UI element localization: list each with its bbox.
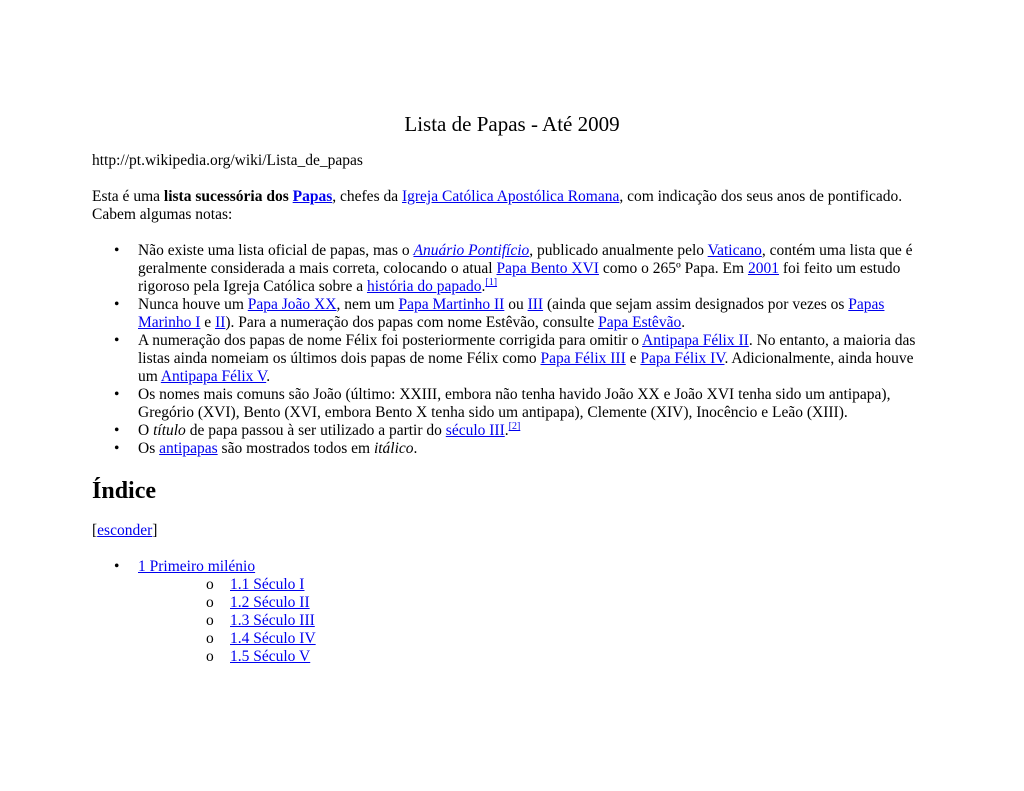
note-text: . [681,314,686,331]
bracket-close: ] [152,522,158,539]
toc-link-seculo-iii[interactable]: 1.3 Século III [230,612,315,629]
note-text: O [138,422,154,439]
toc-link-seculo-iv[interactable]: 1.4 Século IV [230,630,316,647]
bullet-icon: • [114,296,120,313]
note-text: . No entanto, a maioria das listas ainda nomeiam os últimos dois papas de nome Félix como [138,332,916,367]
toc-subitem [138,648,316,666]
link-vaticano[interactable]: Vaticano [707,242,762,259]
bullet-icon: • [114,332,120,349]
index-toggle [92,522,157,540]
link-papa-joao-xx[interactable]: Papa João XX [247,296,337,313]
toc-item [92,558,316,666]
toc-subitem [138,612,316,630]
link-papa-felix-iv[interactable]: Papa Félix IV [640,350,725,367]
link-papas-marinho-i[interactable]: Papas Marinho I [138,296,885,331]
note-text: . [266,368,271,385]
intro-text-2: , chefes da [332,188,402,205]
reference-1[interactable]: [1] [485,277,498,288]
circle-bullet-icon: o [206,630,214,647]
intro-text-1: Esta é uma [92,188,164,205]
note-item-2 [92,296,922,332]
circle-bullet-icon: o [206,648,214,665]
source-url: http://pt.wikipedia.org/wiki/Lista_de_papas [92,152,363,169]
toc-link-primeiro-milenio[interactable]: 1 Primeiro milénio [138,558,256,575]
circle-bullet-icon: o [206,612,214,629]
note-text: Os nomes mais comuns são João (último: XXIII, embora não tenha havido João XX e João XVI tenha sido um antipapa), Gregório (XVI), Bento (XVI, embora Bento X tenha sido um antipapa), Clemente (XIV), Inocêncio e Leão (XIII). [138,386,891,421]
toc-subitem [138,576,316,594]
note-text: , contém uma lista que é geralmente considerada a mais correta, colocando o atual [138,242,913,277]
note-text: , nem um [336,296,399,313]
intro-paragraph [92,188,922,224]
note-item-1 [92,242,922,296]
link-iii[interactable]: III [527,296,544,313]
link-papas[interactable]: Papas [292,188,333,205]
page-title: Lista de Papas - Até 2009 [404,112,620,136]
link-papa-bento-xvi[interactable]: Papa Bento XVI [496,260,599,277]
note-text: de papa passou à ser utilizado a partir do [185,422,446,439]
notes-list [92,242,922,458]
link-anuario-pontificio[interactable] [413,242,529,259]
note-text: ou [504,296,528,313]
toc-sublist [138,576,316,666]
bullet-icon: • [114,386,120,403]
toc-link-seculo-i[interactable]: 1.1 Século I [230,576,305,593]
note-text: Os [138,440,160,457]
italic-titulo: título [153,422,186,439]
note-text: ). Para a numeração dos papas com nome Estêvão, consulte [225,314,599,331]
bullet-icon: • [114,440,120,457]
link-anuario-label: Anuário Pontifício [413,242,530,259]
link-antipapa-felix-v[interactable]: Antipapa Félix V [160,368,267,385]
note-text: . [413,440,418,457]
note-item-5 [92,422,922,440]
table-of-contents [92,558,316,666]
toc-subitem [138,630,316,648]
note-text: Não existe uma lista oficial de papas, mas o [138,242,414,259]
bullet-icon: • [114,558,120,575]
note-text: e [200,314,216,331]
note-item-6 [92,440,922,458]
link-papa-felix-iii[interactable]: Papa Félix III [540,350,626,367]
bracket-open: [ [92,522,98,539]
bullet-icon: • [114,242,120,259]
link-historia-do-papado[interactable]: história do papado [366,278,482,295]
note-text: . [481,278,486,295]
toc-link-seculo-ii[interactable]: 1.2 Século II [230,594,310,611]
link-papa-estevao[interactable]: Papa Estêvão [598,314,682,331]
note-text: como o 265º Papa. Em [598,260,748,277]
intro-bold-text: lista sucessória dos [163,188,293,205]
bullet-icon: • [114,422,120,439]
hide-index-link[interactable]: esconder [97,522,153,539]
link-papa-martinho-ii[interactable]: Papa Martinho II [398,296,505,313]
link-antipapa-felix-ii[interactable]: Antipapa Félix II [642,332,749,349]
circle-bullet-icon: o [206,594,214,611]
italic-italico: itálico [373,440,414,457]
note-text: A numeração dos papas de nome Félix foi posteriormente corrigida para omitir o [138,332,643,349]
intro-text-3: , com indicação dos seus anos de pontificado. Cabem algumas notas: [92,188,903,223]
note-text: , publicado anualmente pelo [529,242,708,259]
toc-link-seculo-v[interactable]: 1.5 Século V [230,648,311,665]
note-text: e [625,350,641,367]
index-heading: Índice [92,478,157,504]
link-antipapas[interactable]: antipapas [159,440,218,457]
note-text: foi feito um estudo rigoroso pela Igreja Católica sobre a [138,260,901,295]
link-2001[interactable]: 2001 [747,260,779,277]
circle-bullet-icon: o [206,576,214,593]
note-text: . Adicionalmente, ainda houve um [138,350,914,385]
note-text: Nunca houve um [138,296,248,313]
note-text: são mostrados todos em [217,440,374,457]
note-text: (ainda que sejam assim designados por vezes os [543,296,849,313]
link-ii[interactable]: II [215,314,226,331]
note-text: . [504,422,509,439]
toc-subitem [138,594,316,612]
link-igreja-catolica[interactable]: Igreja Católica Apostólica Romana [401,188,620,205]
note-item-4 [92,386,922,422]
link-seculo-iii[interactable]: século III [445,422,505,439]
note-item-3 [92,332,922,386]
reference-2[interactable]: [2] [508,421,521,432]
